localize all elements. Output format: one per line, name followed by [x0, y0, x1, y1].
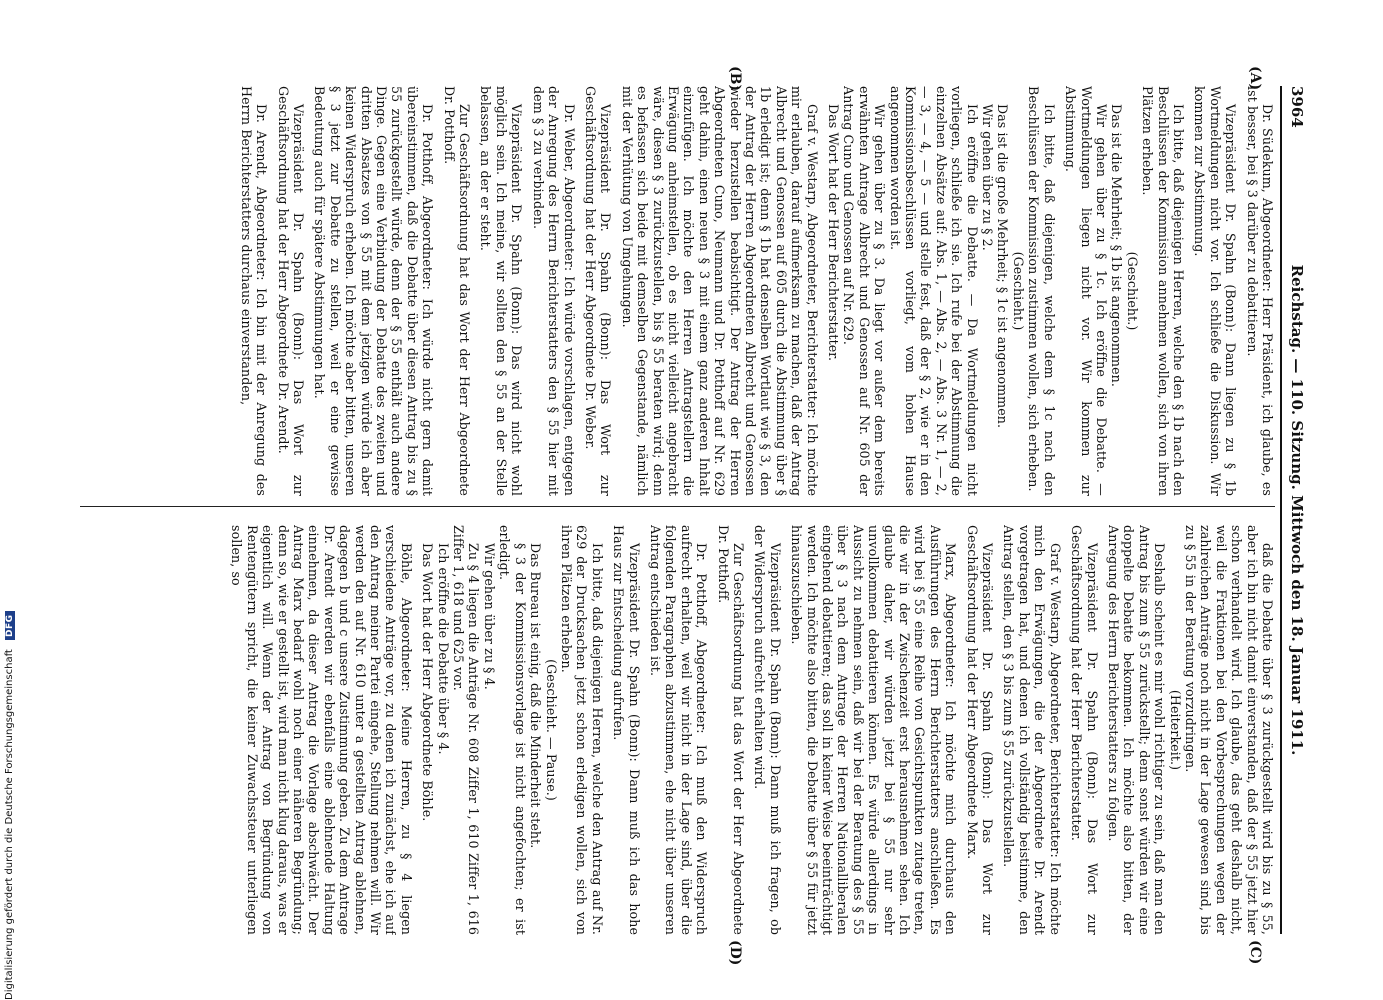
paragraph: Dr. Weber, Abgeordneter: Ich würde vorschlagen, entgegen der Anregung des Herrn Berichterstatters den § 55 hier mit dem § 3 zu verbinden.: [530, 86, 577, 496]
paragraph: Das Wort hat der Herr Berichterstatter.: [826, 104, 842, 362]
paragraph: Das ist die große Mehrheit; § 1c ist angenommen.: [995, 104, 1011, 429]
paragraph: Ich bitte, daß diejenigen Herren, welche den § 1b nach den Beschlüssen der Kommission annehmen wollen, sich von ihren Plätzen erheben.: [1140, 86, 1186, 496]
paragraph: Böhle, Abgeordneter: Meine Herren, zu § 4 liegen verschiedene Anträge vor, zu denen ich zunächst, ehe ich auf den Antrag meiner Partei eingehe, Stellung nehmen will. Wir werden den auf Nr. 610 unter a gestellten Antrag ablehnen, dagegen b und c unsere Zustimmung geben. Zu dem Antrage Dr. Arendt werden wir ebenfalls eine ablehnende Haltung einnehmen, da dieser Antrag die Vorlage abschwächt. Der Antrag Marx bedarf wohl noch einer näheren Begründung; denn so, wie er gestellt ist, wird man nicht klug daraus, was er eigentlich will. Wenn der Antrag von Begründung von Rentengütern spricht, die keiner Zuwachssteuer unterliegen sollen, so: [229, 525, 414, 935]
margin-mark-a: (A): [1247, 66, 1263, 91]
dfg-logo: DFG: [5, 611, 15, 640]
margin-mark-d: (D): [727, 940, 743, 966]
right-column: [80, 525, 1275, 935]
margin-mark-b: (B): [727, 66, 743, 92]
credit-text: Digitalisierung gefördert durch die Deutsche Forschungsgemeinschaft: [4, 649, 15, 1000]
paragraph: Ich eröffne die Debatte über § 4.: [435, 543, 451, 755]
paragraph: Dr. Südekum, Abgeordneter: Herr Präsident, ich glaube, es ist besser, bei § 3 darüber zu debattieren.: [1244, 86, 1275, 496]
paragraph: (Geschieht.): [1124, 251, 1140, 331]
paragraph: § 3 der Kommissionsvorlage ist nicht angefochten; er ist erledigt.: [497, 525, 528, 935]
paragraph: Marx, Abgeordneter: Ich möchte mich durchaus den Ausführungen des Herrn Berichterstatters anschließen. Es wird bei § 55 eine Reihe von Gesichtspunkten zutage treten, die wir in der Zwischenzeit erst herausnehmen sehen. Ich glaube daher, wir würden jetzt bei § 55 nur sehr unvollkommen debattieren können. Es würde allerdings in Aussicht zu nehmen sein, daß wir bei der Beratung des § 55 über § 3 nach dem Antrage der Herren Nationalliberalen eingehend debattieren; das soll in keiner Weise beeinträchtigt werden. Ich möchte also bitten, die Debatte über § 55 für jetzt hinauszuschieben.: [789, 525, 959, 935]
paragraph: Graf v. Westarp, Abgeordneter, Berichterstatter: Ich möchte mir erlauben, darauf aufmerksam zu machen, daß der Antrag Albrecht und Genossen auf 605 durch die Abstimmung über § 1b erledigt ist; denn § 1b hat denselben Wortlaut wie § 3, den der Antrag der Herren Abgeordneten Albrecht und Genossen wieder herzustellen beabsichtigt. Der Antrag der Herren Abgeordneten Cuno, Neumann und Dr. Potthoff auf Nr. 629 geht dahin, einen neuen § 3 mit einem ganz anderen Inhalt einzufügen. Ich möchte den Herren Antragstellern die Erwägung anheimstellen, ob es nicht vielleicht angebracht wäre, diesen § 3 zurückzustellen, bis § 55 beraten wird; denn es befassen sich beide mit demselben Gegenstande, nämlich mit der Verhütung von Umgehungen.: [619, 86, 820, 496]
paragraph: Zur Geschäftsordnung hat das Wort der Herr Abgeordnete Dr. Potthoff.: [441, 86, 473, 496]
paragraph: Das Wort hat der Herr Abgeordnete Böhle.: [420, 543, 436, 822]
paragraph: Zur Geschäftsordnung hat das Wort der Herr Abgeordnete Dr. Potthoff.: [715, 525, 746, 935]
paragraph: (Geschieht.): [1010, 251, 1026, 331]
paragraph: (Geschieht. — Pause.): [543, 659, 559, 801]
page-running-title: Reichstag. — 110. Sitzung. Mittwoch den 18. Januar 1911.: [1288, 264, 1306, 756]
paragraph: Vizepräsident Dr. Spahn (Bonn): Das Wort zur Geschäftsordnung hat der Herr Abgeordnete Dr. Weber.: [582, 86, 614, 496]
paragraph: Dr. Potthoff, Abgeordneter: Ich muß den Widerspruch aufrecht erhalten, weil wir nicht in der Lage sind, über die folgenden Paragraphen abzustimmen, ehe nicht über unseren Antrag entschieden ist.: [647, 525, 710, 935]
paragraph: Deshalb scheint es mir wohl richtiger zu sein, daß man den Antrag bis zum § 55 zurückstellt; denn sonst würden wir eine doppelte Debatte bekommen. Ich möchte also bitten, der Anregung des Herrn Berichterstatters zu folgen.: [1105, 525, 1168, 935]
paragraph: Vizepräsident Dr. Spahn (Bonn): Dann muß ich fragen, ob der Widerspruch aufrecht erhalten wird.: [752, 525, 783, 935]
paragraph: Vizepräsident Dr. Spahn (Bonn): Das Wort zur Geschäftsordnung hat der Herr Abgeordnete Marx.: [964, 525, 996, 935]
paragraph: Wir gehen über zu § 4.: [481, 543, 497, 690]
paragraph: Wir gehen über zu § 2.: [980, 104, 996, 251]
paragraph: Zu § 4 liegen die Anträge Nr. 608 Ziffer 1, 610 Ziffer 1, 616 Ziffer 1, 618 und 625 vor.: [451, 525, 482, 935]
page-number: 3964: [1288, 86, 1306, 128]
paragraph: Wir gehen über zu § 1c. Ich eröffne die Debatte. — Wortmeldungen liegen nicht vor. Wir kommen zur Abstimmung.: [1063, 86, 1109, 496]
paragraph: daß die Debatte über § 3 zurückgestellt wird bis zu § 55, aber ich bin nicht damit einverstanden, daß der § 55 jetzt hier schon verhandelt wird. Ich glaube, das geht deshalb nicht, weil die Fraktionen bei den Vorbesprechungen wegen der zahlreichen Anträge noch nicht in der Lage gewesen sind, bis zu § 55 in der Beratung vorzudringen.: [1182, 525, 1275, 935]
paragraph: Wir gehen über zu § 3. Da liegt vor außer dem bereits erwähnten Antrage Albrecht und Genossen auf Nr. 605 der Antrag Cuno und Genossen auf Nr. 629.: [841, 86, 888, 496]
margin-mark-c: (C): [1247, 940, 1263, 965]
paragraph: Das ist die Mehrheit; § 1b ist angenommen.: [1109, 104, 1125, 387]
paragraph: (Heiterkeit.): [1167, 689, 1183, 771]
paragraph: Dr. Potthoff, Abgeordneter: Ich würde nicht gern damit übereinstimmen, daß die Debatte über diesen Antrag bis zu § 55 zurückgestellt würde, denn der § 55 enthält auch andere Dinge. Gegen eine Verbindung der Debatte des zweiten und dritten Absatzes von § 55 mit dem jetzigen würde ich aber keinen Widerspruch erheben. Ich möchte aber bitten, unseren § 3 jetzt zur Debatte zu stellen, weil er eine gewisse Bedeutung auch für spätere Abstimmungen hat.: [312, 86, 436, 496]
paragraph: Das Bureau ist einig, daß die Minderheit steht.: [528, 543, 544, 849]
paragraph: Dr. Arendt, Abgeordneter: Ich bin mit der Anregung des Herrn Berichterstatters durchaus einverstanden,: [238, 86, 270, 496]
left-column: [80, 86, 1275, 496]
paragraph: Vizepräsident Dr. Spahn (Bonn): Das wird nicht wohl möglich sein. Ich meine, wir sollten den § 55 an der Stelle belassen, an der er steht.: [478, 86, 525, 496]
paragraph: Ich eröffne die Debatte. — Da Wortmeldungen nicht vorliegen, schließe ich sie. Ich rufe bei der Abstimmung die einzelnen Absätze auf: Abs. 1, — Abs. 2, — Abs. 3 Nr. 1, — 2, — 3, — 4, — 5 — und stelle fest, daß der § 2, wie er in den Kommissionsbeschlüssen vorliegt, vom hohen Hause angenommen worden ist.: [887, 86, 980, 496]
page-header: [1280, 86, 1308, 934]
paragraph: Ich bitte, daß diejenigen Herren, welche den Antrag auf Nr. 629 der Drucksachen jetzt schon erledigen wollen, sich von ihren Plätzen erheben.: [558, 525, 605, 935]
column-divider: [80, 506, 1275, 507]
paragraph: Ich bitte, daß diejenigen, welche dem § 1c nach den Beschlüssen der Kommission zustimmen wollen, sich erheben.: [1026, 86, 1057, 496]
paragraph: Vizepräsident Dr. Spahn (Bonn): Das Wort zur Geschäftsordnung hat der Herr Abgeordnete Dr. Arendt.: [275, 86, 307, 496]
digitization-credit: [4, 611, 15, 1000]
paragraph: Graf v. Westarp, Abgeordneter, Berichterstatter: Ich möchte mich den Erwägungen, die der Abgeordnete Dr. Arendt vorgetragen hat, und denen ich vollständig beistimme, den Antrag stellen, den § 3 bis zum § 55 zurückzustellen.: [1001, 525, 1063, 935]
paragraph: Vizepräsident Dr. Spahn (Bonn): Dann liegen zu § 1b Wortmeldungen nicht vor. Ich schließe die Diskussion. Wir kommen zur Abstimmung.: [1192, 86, 1239, 496]
paragraph: Vizepräsident Dr. Spahn (Bonn): Das Wort zur Geschäftsordnung hat der Herr Berichterstatter.: [1069, 525, 1100, 935]
paragraph: Vizepräsident Dr. Spahn (Bonn): Dann muß ich das hohe Haus zur Entscheidung aufrufen.: [611, 525, 642, 935]
